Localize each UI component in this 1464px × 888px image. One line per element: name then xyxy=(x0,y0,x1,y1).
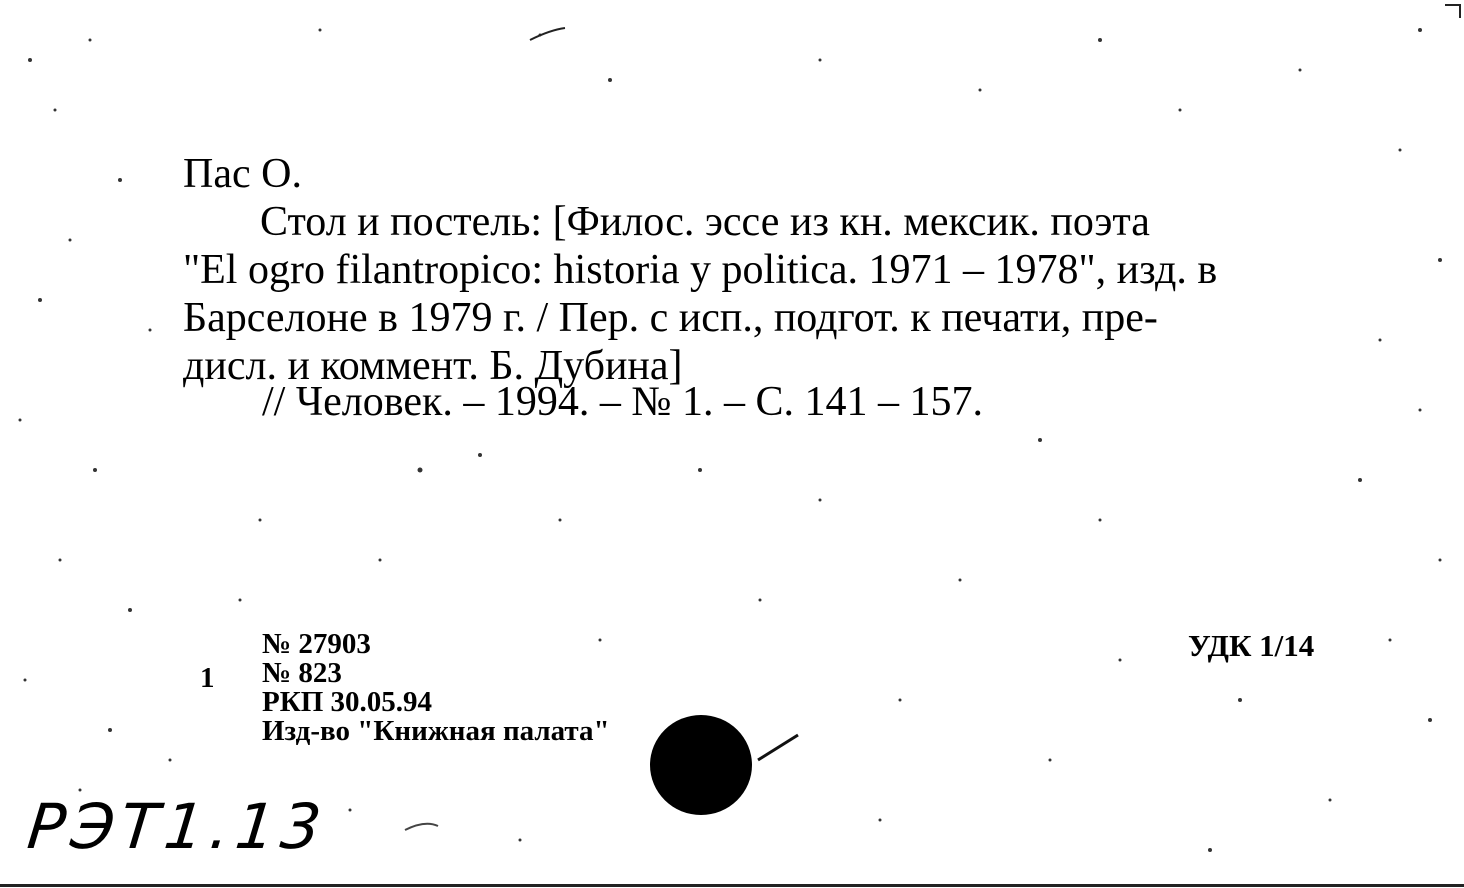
card-body-line-3: Барселоне в 1979 г. / Пер. с исп., подгот. к печати, пре- xyxy=(183,295,1158,341)
meta-number-2: № 823 xyxy=(262,657,342,689)
meta-publisher: Изд-во "Книжная палата" xyxy=(262,715,610,747)
meta-rkp: РКП 30.05.94 xyxy=(262,686,433,718)
meta-number-1: № 27903 xyxy=(262,628,371,660)
card-meta-block xyxy=(262,630,610,746)
copies-count: 1 xyxy=(200,662,215,694)
card-body-line-1 xyxy=(183,198,1346,246)
ink-blot xyxy=(650,715,752,815)
card-author: Пас О. xyxy=(183,151,302,197)
card-body-line-4: дисл. и коммент. Б. Дубина] xyxy=(183,343,683,389)
udk-code: УДК 1/14 xyxy=(1188,628,1315,663)
card-bottom-edge xyxy=(0,884,1464,887)
card-source-line: // Человек. – 1994. – № 1. – С. 141 – 157. xyxy=(262,379,983,425)
card-body-line-2: "El ogro filantropico: historia y politica. 1971 – 1978", изд. в xyxy=(183,247,1218,293)
card-body-text: Стол и постель: [Филос. эссе из кн. мексик. поэта xyxy=(260,199,1150,245)
handwritten-shelf-mark: РЭТ1.13 xyxy=(24,790,331,863)
